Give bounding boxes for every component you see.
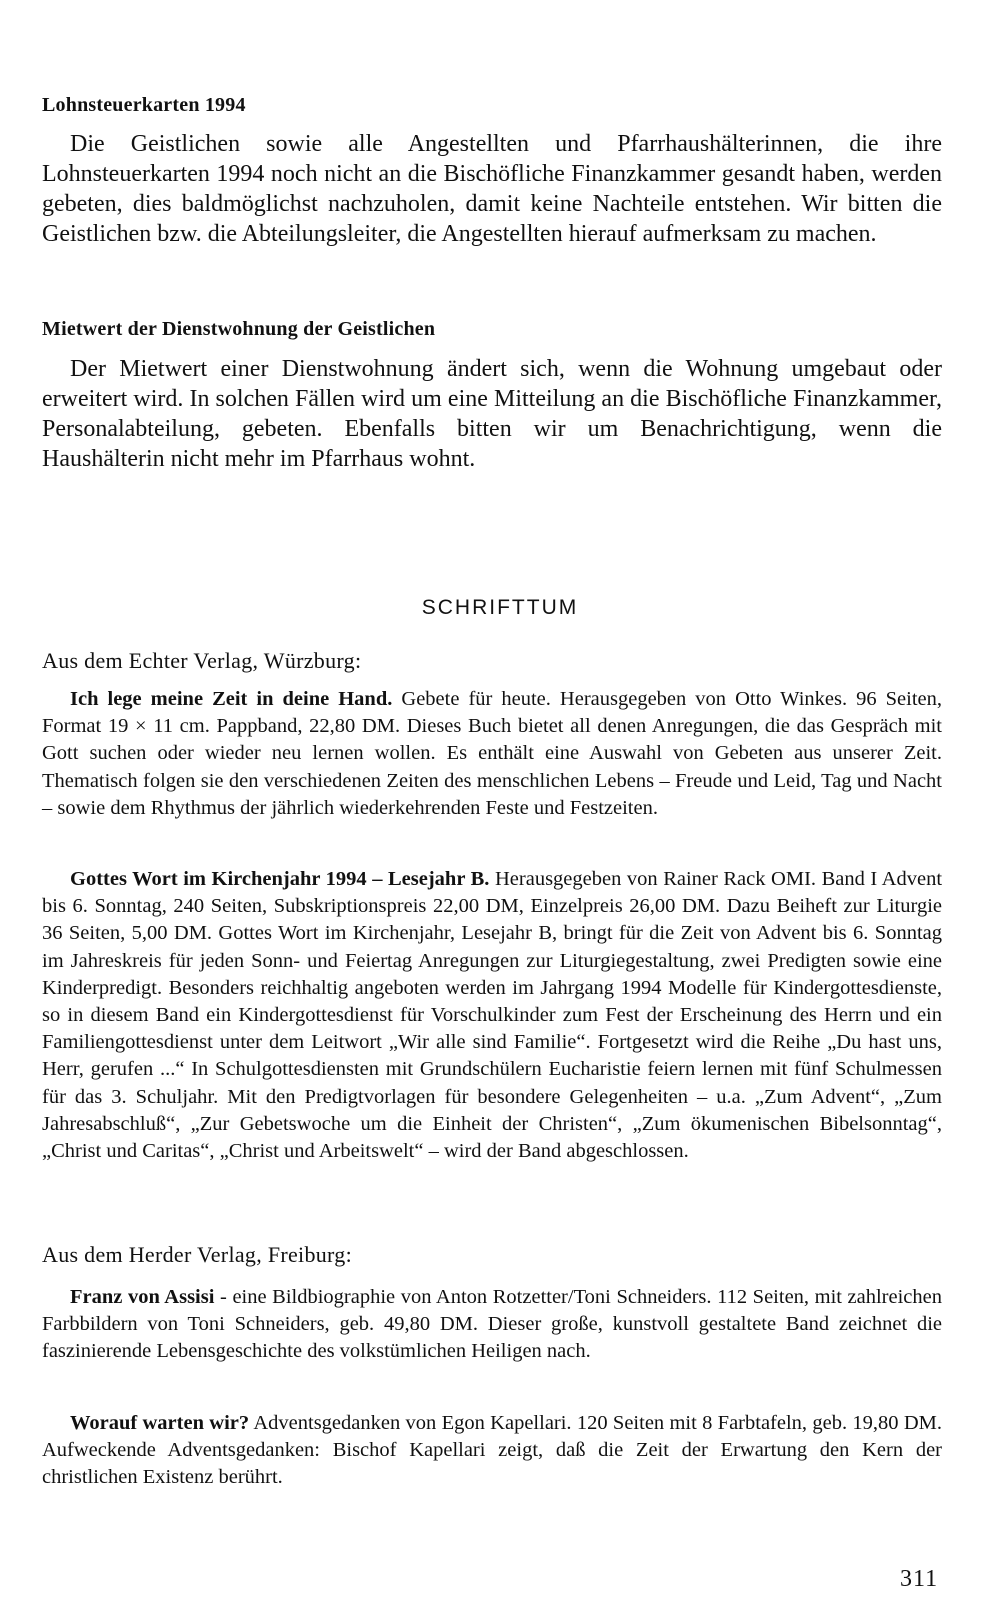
section-text-lohnsteuerkarten: Die Geistlichen sowie alle Angestellten und Pfarrhaushälterinnen, die ihre Lohnsteuerkarten 1994 noch nicht an die Bischöfliche Finanzkammer gesandt haben, werden gebeten, dies baldmöglichst nachzuholen, damit keine Nachteile entstehen. Wir bitten die Geistlichen bzw. die Abteilungsleiter, die Angestellten hierauf aufmerksam zu machen.	[42, 131, 942, 247]
book-text: - eine Bildbiographie von Anton Rotzetter/Toni Schneiders. 112 Seiten, mit zahlreichen Farbbildern von Toni Schneiders, geb. 49,80 DM. Dieser große, kunstvoll gestaltete Band zeichnet die faszinierende Lebensgeschichte des volkstümlichen Heiligen nach.	[42, 1286, 942, 1363]
section-text-mietwert: Der Mietwert einer Dienstwohnung ändert sich, wenn die Wohnung umgebaut oder erweitert wird. In solchen Fällen wird um eine Mitteilung an die Bischöfliche Finanzkammer, Personalabteilung, gebeten. Ebenfalls bitten wir um Benachrichtigung, wenn die Haushälterin nicht mehr im Pfarrhaus wohnt.	[42, 356, 942, 472]
schrifttum-title: SCHRIFTTUM	[421, 596, 579, 619]
book-entry	[42, 686, 942, 822]
book-title: Franz von Assisi	[70, 1286, 215, 1308]
section-heading-mietwert: Mietwert der Dienstwohnung der Geistlichen	[42, 318, 436, 340]
page-number: 311	[900, 1566, 939, 1592]
book-entry	[42, 1410, 942, 1492]
book-entry	[42, 866, 942, 1165]
book-text: Gebete für heute. Herausgegeben von Otto Winkes. 96 Seiten, Format 19 × 11 cm. Pappband, 22,80 DM. Dieses Buch bietet all denen Anregungen, die das Gespräch mit Gott suchen oder wieder neu lernen wollen. Es enthält eine Auswahl von Gebeten aus unserer Zeit. Thematisch folgen sie den verschiedenen Zeiten des menschlichen Lebens – Freude und Leid, Tag und Nacht – sowie dem Rhythmus der jährlich wiederkehrenden Feste und Festzeiten.	[42, 688, 943, 819]
section-heading-lohnsteuerkarten: Lohnsteuerkarten 1994	[42, 94, 246, 116]
book-title: Worauf warten wir?	[70, 1412, 250, 1434]
publisher-intro-echter: Aus dem Echter Verlag, Würzburg:	[42, 648, 362, 673]
book-title: Gottes Wort im Kirchenjahr 1994 – Lesejahr B.	[70, 868, 490, 890]
publisher-intro-herder: Aus dem Herder Verlag, Freiburg:	[42, 1242, 352, 1267]
book-entry	[42, 1284, 942, 1366]
book-title: Ich lege meine Zeit in deine Hand.	[70, 688, 393, 710]
book-text: Herausgegeben von Rainer Rack OMI. Band I Advent bis 6. Sonntag, 240 Seiten, Subskriptionspreis 22,00 DM, Einzelpreis 26,00 DM. Dazu Beiheft zur Liturgie 36 Seiten, 5,00 DM. Gottes Wort im Kirchenjahr, Lesejahr B, bringt für die Zeit von Advent bis 6. Sonntag im Jahreskreis für jeden Sonn- und Feiertag Anregungen zur Liturgiegestaltung, zwei Predigten sowie eine Kinderpredigt. Besonders reichhaltig angeboten werden im Jahrgang 1994 Modelle für Kindergottesdienste, so in diesem Band ein Kindergottesdienst für Vorschulkinder zum Fest der Erscheinung des Herrn und ein Familiengottesdienst unter dem Leitwort „Wir alle sind Familie“. Fortgesetzt wird die Reihe „Du hast uns, Herr, gerufen ...“ In Schulgottesdiensten mit Grundschülern Eucharistie feiern lernen mit fünf Schulmessen für das 3. Schuljahr. Mit den Predigtvorlagen für besondere Gelegenheiten – u.a. „Zum Advent“, „Zum Jahresabschluß“, „Zur Gebetswoche um die Einheit der Christen“, „Zum ökumenischen Bibelsonntag“, „Christ und Caritas“, „Christ und Arbeitswelt“ – wird der Band abgeschlossen.	[42, 868, 943, 1163]
book-text: Adventsgedanken von Egon Kapellari. 120 Seiten mit 8 Farbtafeln, geb. 19,80 DM. Aufweckende Adventsgedanken: Bischof Kapellari zeigt, daß die Zeit der Erwartung den Kern der christlichen Existenz berührt.	[42, 1412, 942, 1489]
